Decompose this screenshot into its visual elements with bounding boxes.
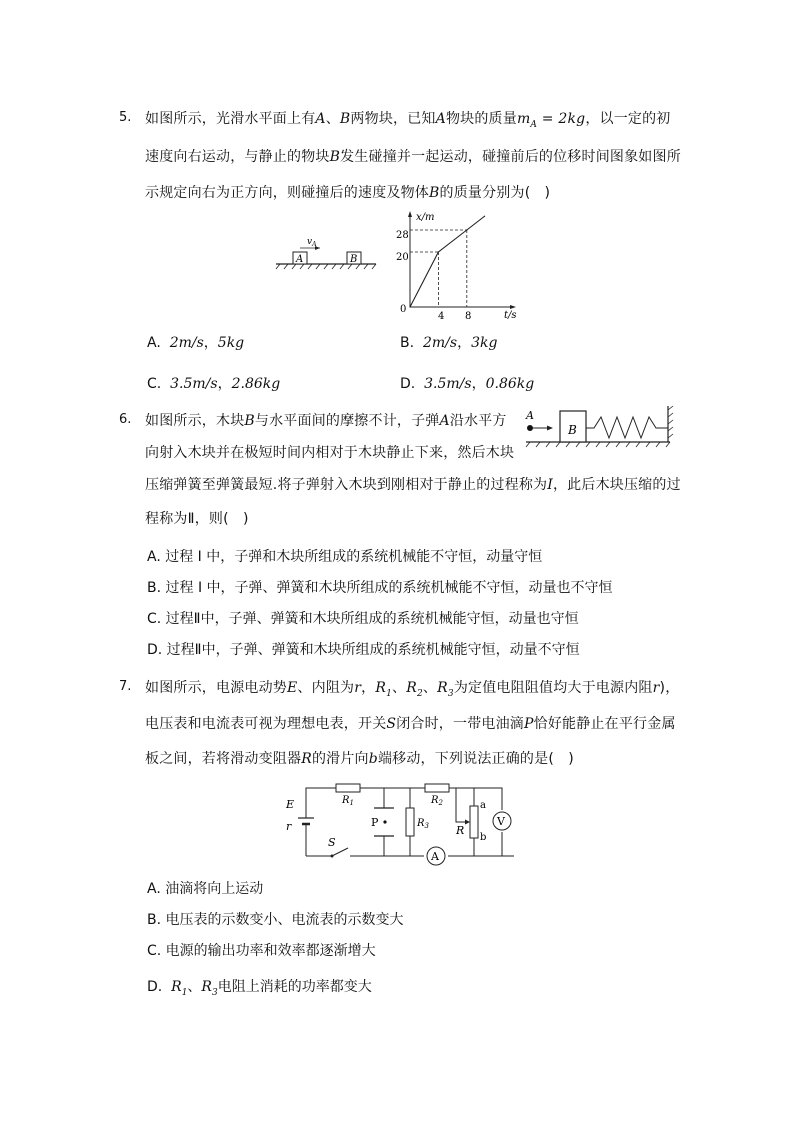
q5-block-a-label: A: [296, 254, 304, 265]
q7-label-a-meter: A: [431, 850, 439, 863]
q7-label-b-end: b: [480, 832, 487, 843]
q7-label-v: V: [497, 815, 505, 828]
q6-line1: 如图所示，木块B与水平面间的摩擦不计，子弹A沿水平方: [145, 413, 507, 429]
q6-bullet: [527, 425, 533, 431]
q5-line3: 示规定向右为正方向，则碰撞后的速度及物体B的质量分别为( ): [145, 185, 551, 201]
q5-y-axis-label: x/m: [416, 212, 435, 223]
q7-number: 7.: [119, 679, 132, 694]
q6-option-c[interactable]: C. 过程Ⅱ中，子弹、弹簧和木块所组成的系统机械能守恒，动量也守恒: [147, 611, 579, 627]
q7-option-c[interactable]: C. 电源的输出功率和效率都逐渐增大: [147, 943, 376, 959]
q6-spring: [586, 417, 668, 438]
q7-label-s: S: [328, 836, 336, 849]
q6-option-d[interactable]: D. 过程Ⅱ中，子弹、弹簧和木块所组成的系统机械能守恒，动量不守恒: [147, 642, 580, 658]
q5-line1: 如图所示，光滑水平面上有A、B两物块，已知A物块的质量$m_A = 2kg$，以一定的初: [145, 111, 671, 130]
q5-xt-graph: [392, 208, 522, 320]
q5-y-tick-20: 20: [396, 252, 409, 263]
q7-oil-drop: [383, 820, 386, 823]
q5-ground-hatch: [276, 264, 376, 269]
q6-block-label: B: [568, 423, 577, 437]
q5-option-a[interactable]: A. 2m/s，5kg: [147, 335, 245, 351]
q5-mass-expression: $m_A = 2kg$: [516, 111, 586, 130]
q5-x-tick-4: 4: [438, 311, 445, 320]
q7-option-b[interactable]: B. 电压表的示数变小、电流表的示数变大: [147, 912, 404, 928]
q7-label-r: r: [286, 820, 292, 833]
q5-origin-label: 0: [400, 304, 407, 315]
q7-label-r2: $R_2$: [431, 795, 443, 807]
q5-xt-point-0: [409, 306, 410, 307]
q7-rheostat-r: [470, 806, 478, 838]
q7-option-a[interactable]: A. 油滴将向上运动: [147, 881, 264, 897]
q6-line2: 向射入木块并在极短时间内相对于木块静止下来，然后木块: [145, 445, 515, 461]
q7-line3: 板之间，若将滑动变阻器R的滑片向b端移动，下列说法正确的是( ): [145, 751, 574, 767]
q5-y-tick-28: 28: [396, 230, 409, 241]
q5-block-b-label: B: [350, 254, 358, 265]
q7-label-rheostat: R: [456, 824, 465, 837]
q6-spring-figure: [522, 402, 682, 448]
q7-label-p: P: [371, 816, 379, 829]
q5-velocity-label: $v_A$: [307, 237, 317, 248]
q7-resistor-r3: [406, 808, 414, 836]
q5-xt-point-2: [466, 229, 467, 230]
q5-option-d[interactable]: D. 3.5m/s，0.86kg: [400, 376, 535, 392]
q7-label-e: E: [286, 798, 295, 811]
q6-line3: 压缩弹簧至弹簧最短.将子弹射入木块到刚相对于静止的过程称为I，此后木块压缩的过: [145, 477, 681, 493]
q7-line2: 电压表和电流表可视为理想电表，开关S闭合时，一带电油滴P恰好能静止在平行金属: [145, 716, 676, 732]
q5-x-tick-8: 8: [465, 311, 472, 320]
q7-option-d[interactable]: D. $R_1$、$R_3$电阻上消耗的功率都变大: [147, 979, 372, 998]
q7-switch-pivot: [331, 855, 334, 858]
q7-circuit-diagram: [278, 780, 518, 870]
q6-number: 6.: [119, 412, 132, 427]
q5-x-axis-label: t/s: [504, 310, 517, 320]
q6-bullet-arrow: [547, 426, 553, 431]
q6-option-b[interactable]: B. 过程 I 中，子弹、弹簧和木块所组成的系统机械能不守恒，动量也不守恒: [147, 580, 613, 596]
q7-line1: 如图所示，电源电动势E、内阻为r，$R_1$、$R_2$、$R_3$为定值电阻阻值均大于电源内阻r)，: [145, 680, 680, 699]
q7-label-r3: $R_3$: [417, 818, 429, 830]
q6-option-a[interactable]: A. 过程 I 中，子弹和木块所组成的系统机械能不守恒，动量守恒: [147, 549, 543, 565]
q5-line2: 速度向右运动，与静止的物块B发生碰撞并一起运动，碰撞前后的位移时间图象如图所: [145, 149, 681, 165]
q5-number: 5.: [119, 110, 132, 125]
q5-blocks-figure: [270, 232, 380, 272]
q5-xt-point-1: [438, 251, 439, 252]
q5-xt-point-3: [484, 216, 485, 217]
q6-line4: 程称为Ⅱ，则( ): [145, 511, 249, 527]
q5-option-c[interactable]: C. 3.5m/s，2.86kg: [147, 376, 281, 392]
q7-resistor-r2: [425, 784, 449, 792]
q5-option-b[interactable]: B. 2m/s，3kg: [400, 335, 498, 351]
q7-label-r1: $R_1$: [342, 795, 354, 807]
q6-bullet-label: A: [526, 409, 534, 422]
q7-label-a-end: a: [480, 800, 486, 811]
q7-rheostat-slider: [465, 820, 470, 825]
q7-resistor-r1: [336, 784, 360, 792]
